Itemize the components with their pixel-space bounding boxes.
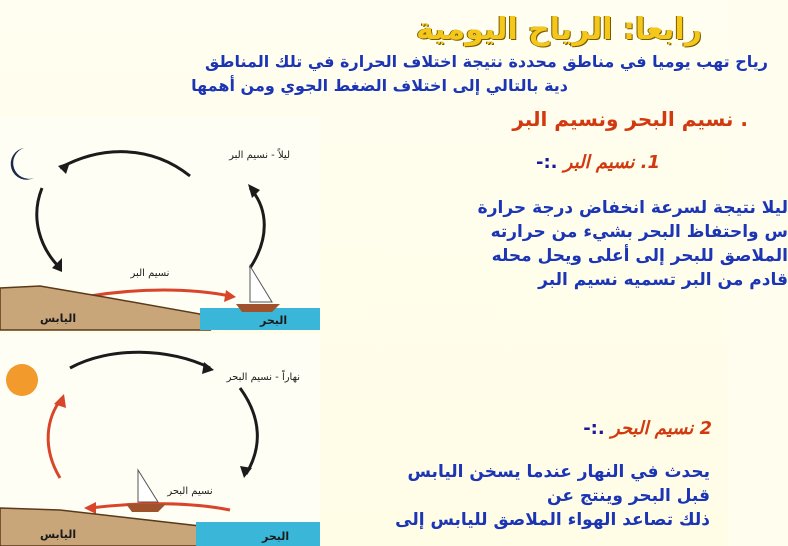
section-subtitle: . نسيم البحر ونسيم البر (512, 107, 748, 131)
sea-breeze-line: ذلك تصاعد الهواء الملاصق لليابس إلى (395, 510, 710, 530)
land-breeze-line: الملاصق للبحر إلى أعلى ويحل محله (491, 246, 788, 266)
sea-breeze-heading (583, 418, 712, 439)
land-breeze-line: ليلا نتيجة لسرعة انخفاض درجة حرارة (477, 198, 788, 218)
day-sea (196, 522, 320, 546)
page-title: رابعا: الرياح اليومية (416, 12, 702, 47)
sea-breeze-heading-suffix: .:- (583, 418, 605, 439)
night-caption: ليلاً - نسيم البر (229, 150, 290, 161)
land-breeze-heading-suffix: .:- (535, 152, 558, 173)
day-panel (0, 334, 320, 546)
land-breeze-label: نسيم البر (130, 268, 170, 279)
land-breeze-heading (536, 152, 660, 173)
land-breeze-text (478, 196, 788, 292)
land-breeze-line: قادم من البر تسميه نسيم البر (538, 270, 788, 290)
day-sea-word: البحر (262, 530, 290, 543)
night-land-word: اليابس (40, 312, 77, 325)
land-breeze-heading-text: 1. نسيم البر (563, 152, 660, 173)
sun-icon (6, 364, 38, 396)
day-land-word: اليابس (40, 528, 77, 541)
night-panel (0, 118, 320, 330)
night-sea-word: البحر (260, 314, 288, 327)
sea-land-breeze-figure (0, 118, 320, 546)
sea-breeze-heading-text: 2 نسيم البحر (610, 418, 712, 439)
sea-breeze-label: نسيم البحر (167, 486, 213, 497)
intro-line-2: دية بالتالي إلى اختلاف الضغط الجوي ومن أهمها (191, 76, 568, 95)
sea-breeze-text (395, 460, 710, 532)
intro-line-1: رياح تهب يوميا في مناطق محددة نتيجة اختلاف الحرارة في تلك المناطق (204, 52, 768, 71)
sea-breeze-line: قبل البحر وينتج عن (547, 486, 710, 506)
land-breeze-line: س واحتفاظ البحر بشيء من حرارته (490, 222, 788, 242)
day-caption: نهاراً - نسيم البحر (226, 372, 300, 383)
sea-breeze-line: يحدث في النهار عندما يسخن اليابس (407, 462, 710, 482)
